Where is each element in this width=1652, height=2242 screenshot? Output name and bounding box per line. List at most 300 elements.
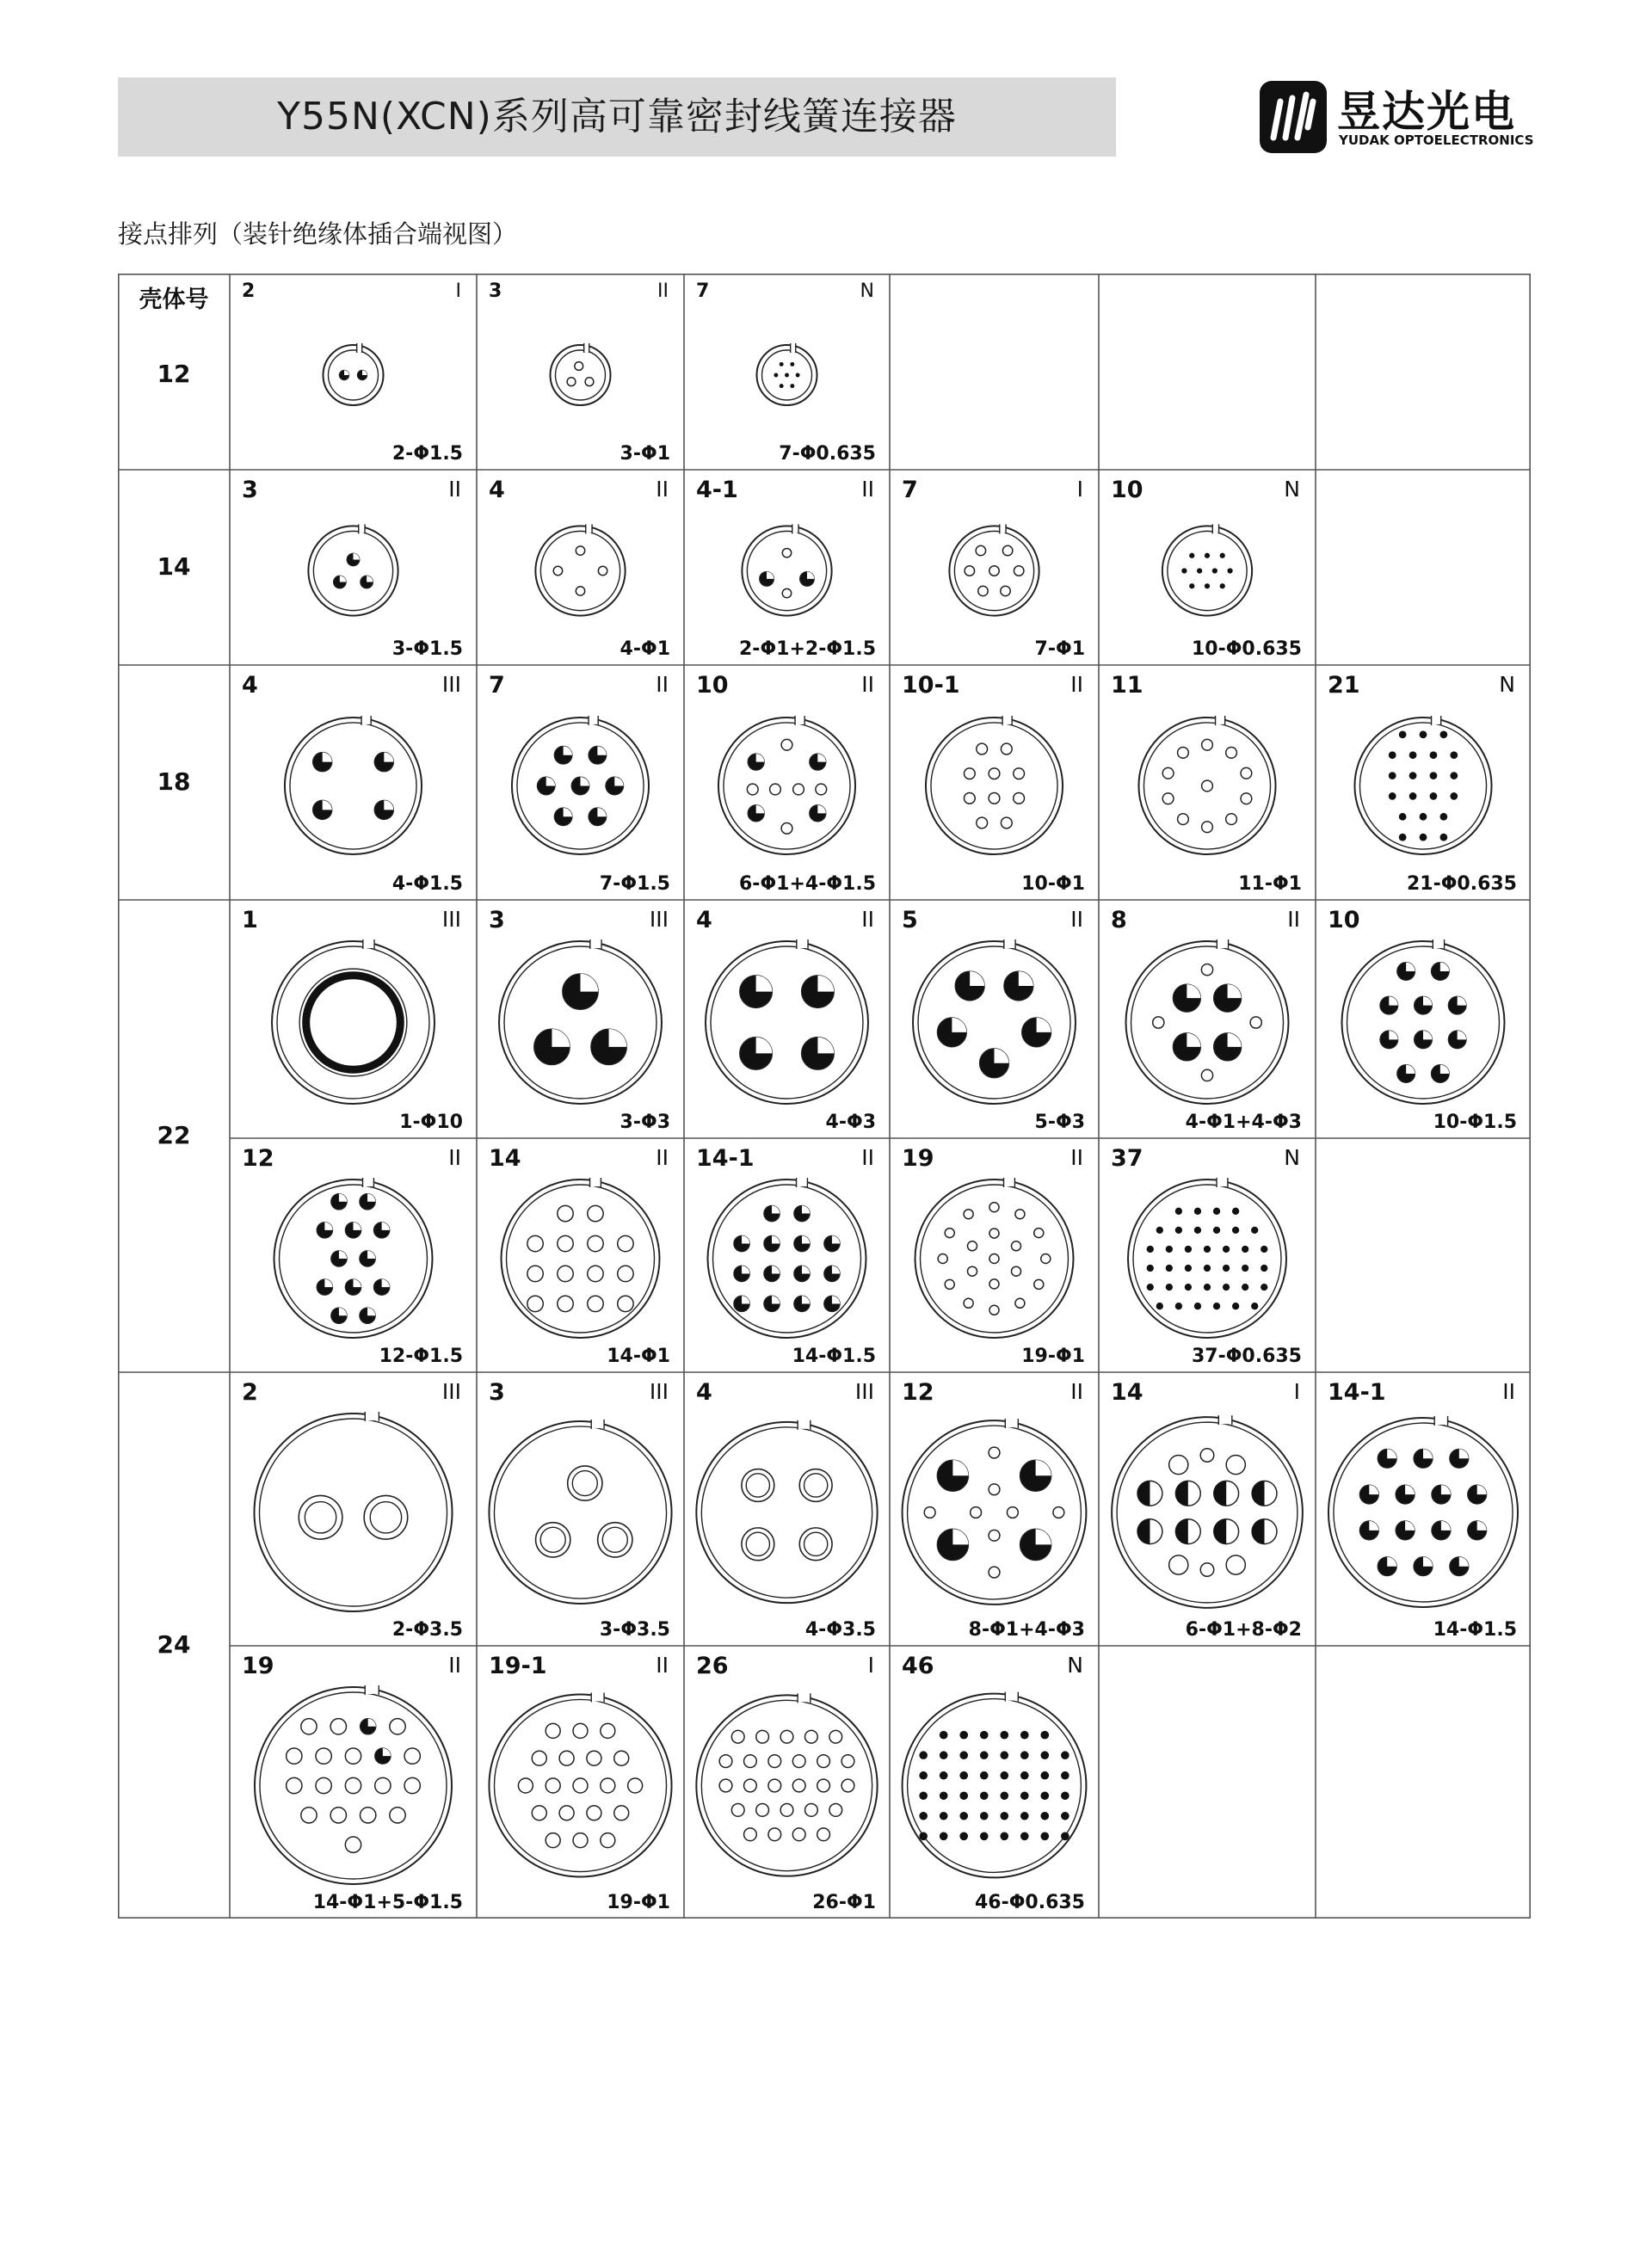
contact-pin bbox=[1380, 1031, 1398, 1049]
insert-arrangement-number: 11 bbox=[1111, 672, 1143, 699]
connector-cell bbox=[1099, 665, 1316, 900]
contact-pin bbox=[959, 1731, 968, 1740]
contact-pin bbox=[924, 1507, 935, 1518]
contact-pin bbox=[980, 1731, 989, 1740]
contact-pin bbox=[1359, 1485, 1378, 1504]
contact-pin bbox=[546, 1778, 560, 1793]
contact-pin bbox=[1002, 545, 1012, 555]
contact-pin bbox=[1011, 1266, 1020, 1276]
contact-pin bbox=[1396, 1485, 1415, 1504]
contact-pin bbox=[800, 572, 815, 587]
contact-pin bbox=[1214, 1519, 1239, 1544]
contact-pin bbox=[940, 1771, 948, 1780]
connector-cell bbox=[1099, 470, 1316, 665]
contact-pin bbox=[1213, 1227, 1220, 1234]
contact-pin bbox=[1213, 1208, 1220, 1215]
contact-pin bbox=[1448, 1031, 1466, 1049]
contact-pin bbox=[764, 1205, 780, 1221]
connector-cell bbox=[890, 1646, 1099, 1919]
contact-spec: 5-Φ3 bbox=[1034, 1112, 1085, 1133]
contact-pin bbox=[785, 373, 789, 378]
contact-pin bbox=[1261, 1265, 1267, 1272]
contact-pin bbox=[1175, 1227, 1182, 1234]
connector-cell bbox=[890, 470, 1099, 665]
contact-pin bbox=[964, 792, 975, 804]
contact-pin bbox=[1000, 1832, 1008, 1840]
contact-pin bbox=[967, 1266, 977, 1276]
contact-pin bbox=[967, 1241, 977, 1251]
contact-pin bbox=[1000, 1812, 1008, 1820]
connector-face-diagram bbox=[1316, 900, 1531, 1138]
contact-spec: 19-Φ1 bbox=[1021, 1346, 1085, 1367]
contact-pin bbox=[747, 784, 758, 795]
contact-pin bbox=[1261, 1284, 1267, 1290]
contact-pin bbox=[1397, 1065, 1415, 1083]
contact-pin bbox=[841, 1779, 854, 1792]
contact-pin bbox=[287, 1777, 302, 1793]
contact-pin bbox=[794, 1296, 810, 1311]
contact-pin bbox=[959, 1812, 968, 1820]
contact-pin bbox=[744, 1779, 757, 1792]
contact-spec: 4-Φ3 bbox=[825, 1112, 876, 1133]
contact-pin bbox=[360, 1251, 375, 1266]
contact-pin bbox=[1175, 1481, 1200, 1506]
contact-pin bbox=[527, 1235, 543, 1251]
contact-pin bbox=[1415, 996, 1433, 1014]
contact-pin bbox=[802, 1038, 835, 1070]
contact-pin bbox=[742, 1528, 774, 1561]
contact-pin bbox=[937, 1018, 966, 1047]
contact-pin bbox=[1061, 1832, 1069, 1840]
contact-pin bbox=[1040, 1791, 1049, 1800]
contact-pin bbox=[1399, 834, 1407, 841]
contact-pin bbox=[1147, 1265, 1154, 1272]
contact-pin bbox=[919, 1812, 928, 1820]
contact-spec: 14-Φ1.5 bbox=[792, 1346, 876, 1367]
connector-shell bbox=[708, 1178, 866, 1338]
contact-pin bbox=[829, 1804, 842, 1817]
contact-pin bbox=[945, 1279, 954, 1289]
contact-pin bbox=[1040, 1771, 1049, 1780]
contact-pin bbox=[301, 1808, 317, 1823]
contact-pin bbox=[1205, 583, 1210, 588]
contact-pin bbox=[527, 1266, 543, 1281]
connector-face-diagram bbox=[477, 1646, 684, 1919]
contact-pin bbox=[1162, 793, 1174, 804]
contact-class: II bbox=[656, 477, 669, 502]
contact-class: II bbox=[861, 907, 874, 932]
connector-cell bbox=[230, 1138, 477, 1372]
contact-pin bbox=[404, 1777, 420, 1793]
contact-pin bbox=[768, 1755, 781, 1768]
contact-pin bbox=[1214, 1481, 1239, 1506]
contact-pin bbox=[774, 373, 778, 378]
contact-pin bbox=[1389, 792, 1396, 800]
contact-pin bbox=[794, 1266, 810, 1281]
contact-pin bbox=[955, 971, 984, 1001]
contact-pin bbox=[546, 1723, 560, 1738]
contact-pin bbox=[1020, 1832, 1029, 1840]
contact-class: I bbox=[1076, 477, 1083, 502]
contact-class: N bbox=[860, 280, 874, 302]
contact-spec: 6-Φ1+4-Φ1.5 bbox=[739, 873, 876, 895]
contact-pin bbox=[576, 546, 584, 555]
contact-pin bbox=[1020, 1791, 1029, 1800]
contact-pin bbox=[1214, 1033, 1242, 1061]
insert-arrangement-number: 14 bbox=[1111, 1379, 1143, 1406]
contact-pin bbox=[1173, 1033, 1200, 1061]
contact-pin bbox=[1409, 751, 1417, 759]
connector-shell bbox=[926, 716, 1063, 854]
contact-pin bbox=[1432, 1485, 1451, 1504]
contact-pin bbox=[1001, 743, 1012, 755]
contact-pin bbox=[339, 370, 348, 379]
contact-pin bbox=[1169, 1455, 1188, 1474]
contact-pin bbox=[588, 1266, 603, 1281]
contact-pin bbox=[781, 739, 792, 750]
contact-pin bbox=[1015, 1210, 1025, 1219]
contact-spec: 3-Φ1.5 bbox=[391, 638, 463, 660]
contact-pin bbox=[1409, 772, 1417, 779]
connector-shell bbox=[913, 939, 1076, 1104]
contact-pin bbox=[1147, 1284, 1154, 1290]
contact-pin bbox=[980, 1751, 989, 1759]
contact-pin bbox=[937, 1529, 968, 1560]
contact-pin bbox=[976, 545, 985, 555]
contact-pin bbox=[618, 1235, 633, 1251]
contact-pin bbox=[558, 1235, 573, 1251]
contact-pin bbox=[824, 1266, 840, 1281]
contact-pin bbox=[313, 800, 332, 819]
contact-pin bbox=[1450, 772, 1458, 779]
contact-pin bbox=[345, 1777, 361, 1793]
contact-pin bbox=[1414, 1557, 1433, 1576]
contact-pin bbox=[1156, 1303, 1163, 1309]
contact-pin bbox=[764, 1266, 780, 1281]
contact-pin bbox=[989, 1447, 1000, 1458]
contact-pin bbox=[1034, 1229, 1044, 1238]
contact-class: II bbox=[1070, 672, 1083, 697]
connector-cell bbox=[230, 1372, 477, 1646]
contact-pin bbox=[740, 976, 773, 1008]
connector-cell bbox=[890, 1138, 1099, 1372]
contact-pin bbox=[940, 1791, 948, 1800]
contact-pin bbox=[945, 1229, 954, 1238]
contact-pin bbox=[989, 792, 1000, 804]
contact-pin bbox=[756, 1730, 769, 1743]
contact-class: III bbox=[649, 907, 669, 932]
connector-cell bbox=[1099, 1138, 1316, 1372]
contact-pin bbox=[1053, 1507, 1064, 1518]
contact-pin bbox=[1011, 1241, 1020, 1251]
connector-cell bbox=[1316, 900, 1531, 1138]
contact-spec: 11-Φ1 bbox=[1238, 873, 1302, 895]
contact-pin bbox=[1202, 822, 1213, 833]
contact-pin bbox=[919, 1751, 928, 1759]
contact-class: II bbox=[448, 477, 461, 502]
contact-pin bbox=[1020, 1751, 1029, 1759]
contact-pin bbox=[1189, 553, 1194, 558]
contact-pin bbox=[628, 1778, 643, 1793]
contact-pin bbox=[734, 1296, 749, 1311]
contact-pin bbox=[742, 1469, 774, 1502]
contact-pin bbox=[1439, 813, 1447, 821]
connector-face-diagram bbox=[477, 900, 684, 1138]
contact-pin bbox=[1414, 1449, 1433, 1468]
shell-number-header: 壳体号 bbox=[139, 286, 209, 313]
contact-pin bbox=[780, 1804, 793, 1817]
contact-pin bbox=[317, 1279, 332, 1295]
connector-face-diagram bbox=[684, 665, 890, 900]
contact-pin bbox=[375, 1777, 391, 1793]
contact-spec: 3-Φ3 bbox=[620, 1112, 670, 1133]
contact-pin bbox=[1378, 1557, 1396, 1576]
contact-pin bbox=[1166, 1284, 1173, 1290]
contact-pin bbox=[740, 1038, 773, 1070]
contact-pin bbox=[796, 373, 800, 378]
contact-pin bbox=[964, 768, 975, 779]
contact-pin bbox=[1420, 834, 1427, 841]
connector-shell bbox=[1328, 1416, 1518, 1607]
connector-face-diagram bbox=[890, 470, 1099, 665]
connector-face-diagram bbox=[890, 665, 1099, 900]
contact-pin bbox=[1020, 1812, 1029, 1820]
contact-pin bbox=[790, 384, 794, 388]
contact-pin bbox=[816, 784, 827, 795]
contact-pin bbox=[1061, 1771, 1069, 1780]
contact-pin bbox=[744, 1755, 757, 1768]
contact-pin bbox=[1223, 1284, 1230, 1290]
contact-class: I bbox=[1293, 1379, 1300, 1404]
contact-class: II bbox=[861, 1145, 874, 1170]
insert-arrangement-number: 4-1 bbox=[696, 477, 738, 503]
contact-pin bbox=[965, 566, 974, 576]
connector-cell bbox=[890, 900, 1099, 1138]
logo-mark-icon bbox=[1258, 76, 1330, 158]
contact-pin bbox=[357, 370, 367, 379]
contact-pin bbox=[317, 1223, 332, 1238]
contact-pin bbox=[1359, 1521, 1378, 1540]
contact-pin bbox=[299, 969, 407, 1076]
contact-pin bbox=[1430, 772, 1438, 779]
contact-pin bbox=[598, 1523, 632, 1557]
contact-spec: 6-Φ1+8-Φ2 bbox=[1185, 1619, 1302, 1641]
contact-class: II bbox=[656, 1653, 669, 1678]
contact-pin bbox=[1061, 1812, 1069, 1820]
contact-pin bbox=[1200, 1563, 1214, 1577]
contact-pin bbox=[768, 1779, 781, 1792]
contact-pin bbox=[989, 1484, 1000, 1495]
contact-spec: 14-Φ1 bbox=[607, 1346, 670, 1367]
contact-pin bbox=[1202, 739, 1213, 750]
contact-pin bbox=[817, 1828, 830, 1841]
insert-arrangement-number: 3 bbox=[489, 1379, 505, 1406]
contact-class: II bbox=[1070, 907, 1083, 932]
contact-pin bbox=[390, 1808, 405, 1823]
contact-pin bbox=[940, 1812, 948, 1820]
connector-face-diagram bbox=[230, 665, 477, 900]
connector-shell bbox=[535, 524, 625, 615]
contact-pin bbox=[345, 1748, 361, 1764]
contact-pin bbox=[1420, 730, 1427, 738]
contact-pin bbox=[390, 1719, 405, 1734]
section-label: 接点排列（装针绝缘体插合端视图） bbox=[118, 219, 518, 249]
contact-class: III bbox=[854, 1379, 874, 1404]
insert-arrangement-number: 12 bbox=[902, 1379, 934, 1406]
contact-pin bbox=[817, 1755, 830, 1768]
connector-shell bbox=[1342, 939, 1505, 1104]
contact-spec: 14-Φ1.5 bbox=[1433, 1619, 1517, 1641]
contact-pin bbox=[780, 384, 784, 388]
contact-pin bbox=[361, 576, 373, 588]
contact-pin bbox=[1162, 767, 1174, 779]
contact-pin bbox=[360, 1308, 375, 1323]
contact-pin bbox=[575, 362, 583, 371]
shell-number: 24 bbox=[157, 1629, 191, 1659]
contact-spec: 14-Φ1+5-Φ1.5 bbox=[312, 1892, 463, 1913]
insert-arrangement-number: 7 bbox=[489, 672, 505, 699]
contact-pin bbox=[1014, 566, 1023, 576]
contact-pin bbox=[1439, 730, 1447, 738]
contact-pin bbox=[331, 1308, 347, 1323]
contact-pin bbox=[374, 800, 393, 819]
contact-pin bbox=[799, 1528, 832, 1561]
contact-pin bbox=[1432, 1521, 1451, 1540]
contact-pin bbox=[799, 1469, 832, 1502]
contact-pin bbox=[532, 1806, 546, 1820]
contact-class: II bbox=[657, 280, 669, 302]
connector-cell bbox=[890, 665, 1099, 900]
contact-pin bbox=[568, 1466, 602, 1500]
contact-pin bbox=[330, 1808, 346, 1823]
contact-pin bbox=[940, 1751, 948, 1759]
contact-pin bbox=[817, 1779, 830, 1792]
contact-pin bbox=[744, 1828, 757, 1841]
shell-number: 18 bbox=[157, 767, 191, 796]
insert-arrangement-number: 46 bbox=[902, 1653, 934, 1679]
contact-pin bbox=[558, 1296, 573, 1311]
contact-class: I bbox=[867, 1653, 874, 1678]
contact-pin bbox=[794, 1235, 810, 1251]
contact-pin bbox=[554, 746, 572, 764]
contact-pin bbox=[782, 588, 791, 597]
contact-pin bbox=[1185, 1246, 1192, 1253]
contact-pin bbox=[1431, 1065, 1449, 1083]
contact-pin bbox=[919, 1791, 928, 1800]
contact-pin bbox=[959, 1771, 968, 1780]
contact-spec: 37-Φ0.635 bbox=[1191, 1346, 1302, 1367]
contact-pin bbox=[1241, 767, 1252, 779]
contact-pin bbox=[1431, 963, 1449, 981]
contact-pin bbox=[601, 1778, 615, 1793]
connector-face-diagram bbox=[230, 1646, 477, 1919]
contact-pin bbox=[971, 1507, 982, 1518]
connector-face-diagram bbox=[230, 900, 477, 1138]
connector-cell bbox=[684, 1138, 890, 1372]
contact-pin bbox=[1251, 1227, 1258, 1234]
contact-pin bbox=[558, 1266, 573, 1281]
contact-pin bbox=[558, 1205, 573, 1221]
contact-pin bbox=[1232, 1227, 1239, 1234]
connector-cell bbox=[230, 470, 477, 665]
contact-pin bbox=[1226, 814, 1237, 825]
contact-pin bbox=[1000, 1731, 1008, 1740]
contact-pin bbox=[770, 784, 781, 795]
contact-pin bbox=[805, 1730, 818, 1743]
contact-pin bbox=[734, 1235, 749, 1251]
connector-face-diagram bbox=[1316, 1372, 1531, 1646]
connector-face-diagram bbox=[684, 1138, 890, 1372]
connector-shell bbox=[489, 1420, 671, 1604]
connector-cell bbox=[230, 900, 477, 1138]
connector-cell bbox=[890, 1372, 1099, 1646]
contact-spec: 46-Φ0.635 bbox=[974, 1892, 1085, 1913]
contact-spec: 4-Φ1+4-Φ3 bbox=[1185, 1112, 1302, 1133]
contact-pin bbox=[1020, 1731, 1029, 1740]
contact-pin bbox=[546, 1833, 560, 1848]
connector-cell bbox=[477, 900, 684, 1138]
contact-arrangement-table bbox=[118, 274, 1531, 1919]
insert-arrangement-number: 26 bbox=[696, 1653, 729, 1679]
contact-pin bbox=[1204, 1246, 1211, 1253]
contact-pin bbox=[1040, 1812, 1049, 1820]
contact-pin bbox=[841, 1755, 854, 1768]
connector-cell bbox=[684, 274, 890, 470]
contact-pin bbox=[1226, 1555, 1245, 1574]
connector-face-diagram bbox=[890, 900, 1099, 1138]
contact-pin bbox=[1189, 583, 1194, 588]
contact-pin bbox=[1020, 1771, 1029, 1780]
contact-pin bbox=[1000, 1791, 1008, 1800]
contact-class: II bbox=[861, 672, 874, 697]
contact-pin bbox=[1166, 1246, 1173, 1253]
contact-pin bbox=[977, 817, 988, 828]
contact-pin bbox=[731, 1804, 744, 1817]
shell-number: 14 bbox=[157, 551, 191, 581]
contact-pin bbox=[1194, 1208, 1201, 1215]
contact-pin bbox=[1212, 568, 1217, 573]
insert-arrangement-number: 5 bbox=[902, 907, 918, 933]
contact-pin bbox=[1137, 1481, 1162, 1506]
contact-pin bbox=[1204, 1284, 1211, 1290]
contact-pin bbox=[1166, 1265, 1173, 1272]
contact-pin bbox=[614, 1806, 629, 1820]
contact-pin bbox=[334, 576, 347, 588]
insert-arrangement-number: 19 bbox=[242, 1653, 274, 1679]
connector-cell bbox=[477, 1372, 684, 1646]
contact-class: II bbox=[1287, 907, 1300, 932]
contact-pin bbox=[1185, 1284, 1192, 1290]
contact-pin bbox=[792, 1779, 805, 1792]
connector-shell bbox=[272, 939, 435, 1104]
contact-pin bbox=[345, 1223, 361, 1238]
contact-pin bbox=[573, 1723, 588, 1738]
connector-face-diagram bbox=[477, 665, 684, 900]
contact-pin bbox=[1397, 963, 1415, 981]
contact-pin bbox=[588, 1205, 603, 1221]
contact-class: II bbox=[1502, 1379, 1515, 1404]
contact-pin bbox=[518, 1778, 533, 1793]
contact-pin bbox=[1252, 1519, 1277, 1544]
contact-pin bbox=[764, 1235, 780, 1251]
contact-pin bbox=[554, 808, 572, 826]
contact-pin bbox=[361, 1808, 376, 1823]
contact-pin bbox=[793, 784, 804, 795]
contact-pin bbox=[1178, 814, 1189, 825]
contact-pin bbox=[587, 1751, 601, 1765]
contact-pin bbox=[589, 746, 607, 764]
contact-pin bbox=[781, 822, 792, 834]
